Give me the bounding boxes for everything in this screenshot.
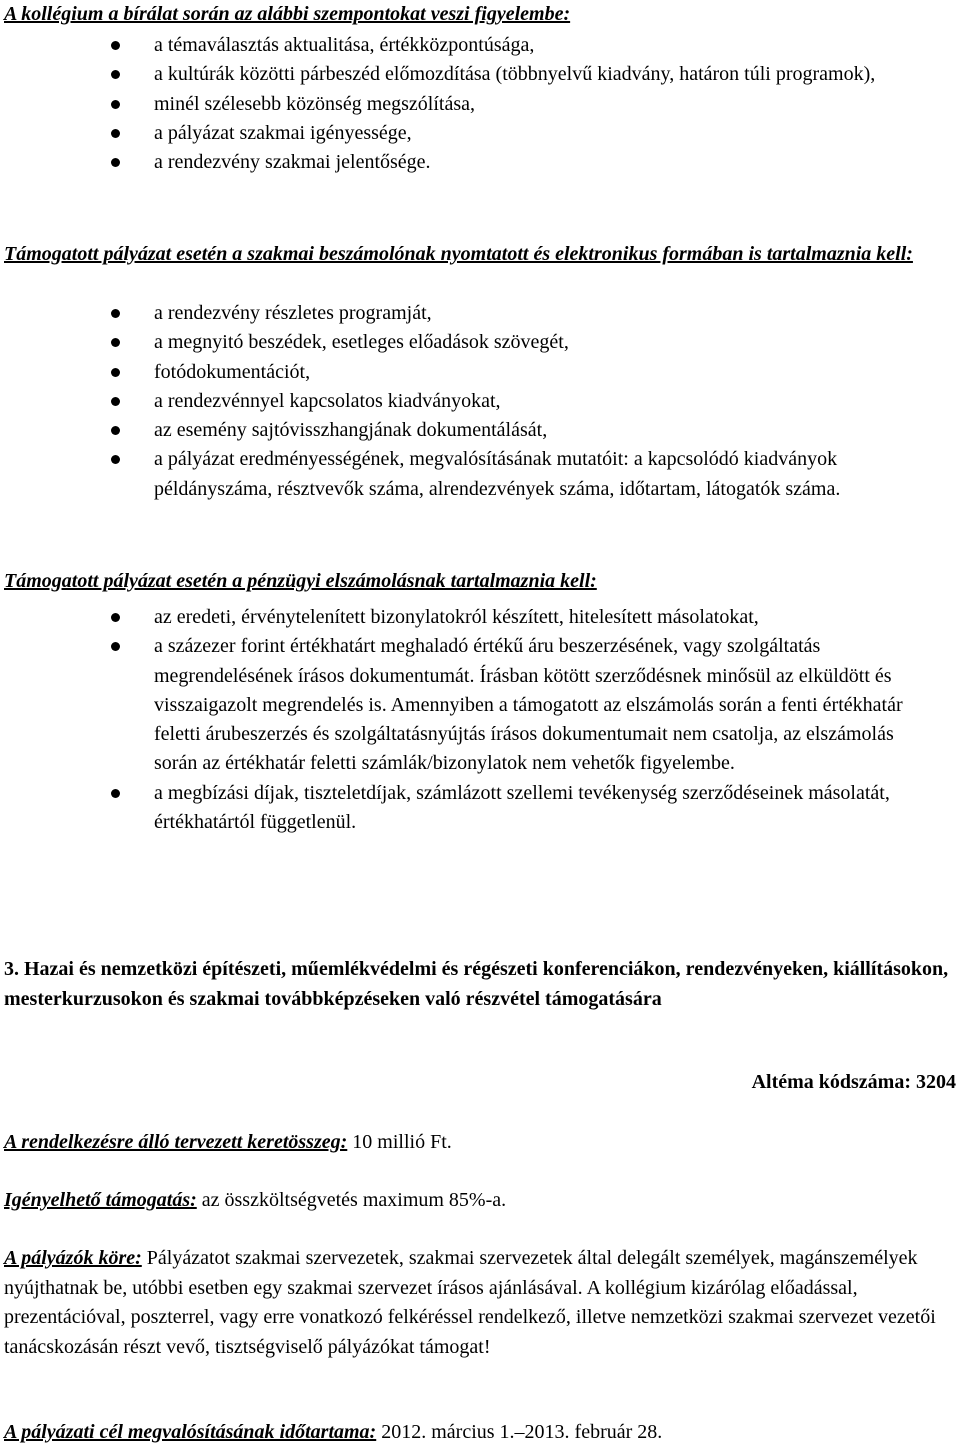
finance-list — [0, 603, 960, 837]
bullet-icon — [111, 309, 120, 318]
list-item — [0, 299, 960, 328]
criteria-heading: A kollégium a bírálat során az alábbi szempontokat veszi figyelembe: — [4, 3, 571, 25]
list-item-text: a rendezvény szakmai jelentősége. — [154, 151, 431, 174]
list-item — [0, 119, 960, 148]
list-item — [0, 445, 960, 504]
applicants-field — [4, 1244, 956, 1362]
bullet-icon — [111, 338, 120, 347]
bullet-icon — [111, 455, 120, 464]
budget-value: 10 millió Ft. — [347, 1131, 452, 1153]
finance-heading: Támogatott pályázat esetén a pénzügyi elszámolásnak tartalmaznia kell: — [4, 570, 597, 592]
list-item — [0, 416, 960, 445]
budget-label: A rendelkezésre álló tervezett keretösszeg: — [4, 1131, 348, 1153]
list-item-text: minél szélesebb közönség megszólítása, — [154, 92, 476, 115]
list-item — [0, 31, 960, 60]
list-item-text: a kultúrák közötti párbeszéd előmozdítása (többnyelvű kiadvány, határon túli programok), — [154, 63, 876, 86]
duration-value: 2012. március 1.–2013. február 28. — [376, 1421, 663, 1443]
bullet-icon — [111, 613, 120, 622]
bullet-icon — [111, 41, 120, 50]
report-heading: Támogatott pályázat esetén a szakmai beszámolónak nyomtatott és elektronikus formában is tartalmaznia kell: — [4, 243, 913, 265]
list-item-text: a pályázat eredményességének, megvalósításának mutatóit: a kapcsolódó kiadványok példányszáma, résztvevők száma, alrendezvények száma, időtartam, látogatók száma. — [154, 448, 841, 500]
list-item-text: a megbízási díjak, tiszteletdíjak, számlázott szellemi tevékenység szerződéseinek másolatát, értékhatártól függetlenül. — [154, 781, 890, 834]
applicants-value: Pályázatot szakmai szervezetek, szakmai szervezetek által delegált személyek, magánszemélyek nyújthatnak be, utóbbi esetben egy szakmai szervezet írásos ajánlásával. A kollégium kizárólag előadással, prezentációval, poszterrel, vagy erre vonatkozó felkéréssel rendelkező, illetve nemzetközi szakmai szervezet vezetői tanácskozásán részt vevő, tisztségviselő pályázókat támogat! — [4, 1247, 936, 1358]
list-item-text: a százezer forint értékhatárt meghaladó értékű áru beszerzésének, vagy szolgáltatás megrendelésének írásos dokumentumát. Írásban kötött szerződésnek minősül az elküldött és visszaigazolt megrendelés is. Amennyiben a támogatott az elszámolás során a fenti értékhatár feletti árubeszerzés és szolgáltatásnyújtás írásos dokumentumait nem csatolja, az elszámolás során az értékhatár feletti számlák/bizonylatok nem vehetők figyelembe. — [154, 635, 903, 775]
bullet-icon — [111, 158, 120, 167]
bullet-icon — [111, 397, 120, 406]
list-item — [0, 387, 960, 416]
list-item — [0, 60, 960, 89]
support-label: Igényelhető támogatás: — [4, 1189, 197, 1211]
criteria-list — [0, 31, 960, 177]
list-item — [0, 779, 960, 838]
support-value: az összköltségvetés maximum 85%-a. — [196, 1189, 507, 1211]
list-item-text: fotódokumentációt, — [154, 360, 311, 383]
bullet-icon — [111, 129, 120, 138]
list-item — [0, 328, 960, 357]
list-item-text: a témaválasztás aktualitása, értékközpontúsága, — [154, 34, 535, 56]
duration-field — [4, 1418, 956, 1448]
list-item-text: az eredeti, érvénytelenített bizonylatokról készített, hitelesített másolatokat, — [154, 606, 759, 628]
bullet-icon — [111, 789, 120, 798]
bullet-icon — [111, 100, 120, 109]
bullet-icon — [111, 426, 120, 435]
applicants-label: A pályázók köre: — [4, 1247, 142, 1269]
report-list — [0, 299, 960, 504]
list-item — [0, 632, 960, 778]
support-field — [4, 1186, 956, 1216]
list-item-text: a rendezvénnyel kapcsolatos kiadványokat, — [154, 389, 501, 412]
section3-title: 3. Hazai és nemzetközi építészeti, műemlékvédelmi és régészeti konferenciákon, rendezvényeken, kiállításokon, mesterkurzusokon és szakmai továbbképzéseken való részvétel támogatására — [4, 958, 949, 1010]
duration-label: A pályázati cél megvalósításának időtartama: — [4, 1421, 377, 1443]
list-item — [0, 90, 960, 119]
list-item-text: a megnyitó beszédek, esetleges előadások szövegét, — [154, 331, 569, 354]
bullet-icon — [111, 642, 120, 651]
list-item — [0, 603, 960, 632]
list-item-text: a rendezvény részletes programját, — [154, 302, 432, 324]
bullet-icon — [111, 368, 120, 377]
list-item — [0, 358, 960, 387]
list-item — [0, 148, 960, 177]
list-item-text: az esemény sajtóvisszhangjának dokumentálását, — [154, 419, 548, 442]
subtopic-code: Altéma kódszáma: 3204 — [751, 1071, 956, 1093]
budget-field — [4, 1128, 956, 1158]
list-item-text: a pályázat szakmai igényessége, — [154, 121, 412, 144]
bullet-icon — [111, 70, 120, 79]
